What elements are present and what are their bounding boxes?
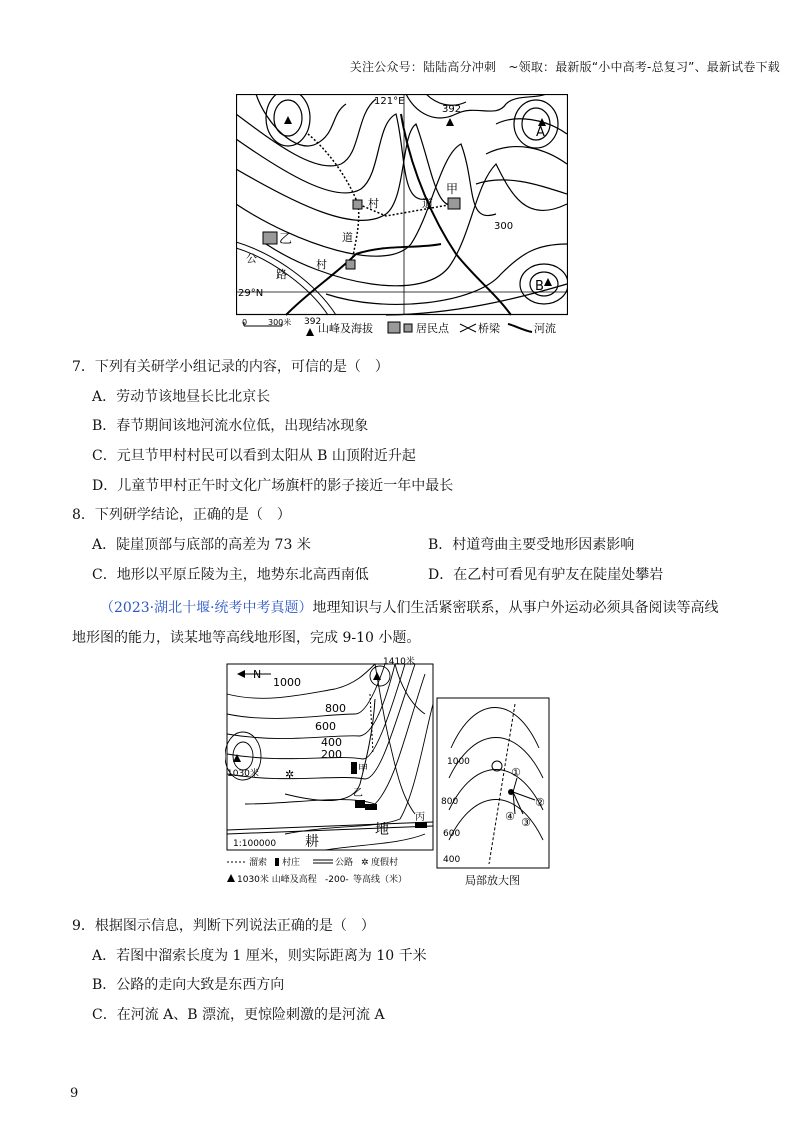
peak-1410-label: 1410米 (383, 657, 415, 667)
settlement-1-icon (353, 200, 362, 209)
legend-contour-sample: -200- (325, 875, 349, 885)
legend-river-icon (508, 324, 532, 332)
legend-resort: 度假村 (371, 858, 399, 868)
legend-scale-zero: 0 (242, 318, 248, 327)
legend-cable: 溜索 (249, 858, 268, 868)
q7-stem: 7．下列有关研学小组记录的内容，可信的是（ ） (72, 359, 389, 375)
q7-option-b[interactable]: B．春节期间该地河流水位低，出现结冰现象 (92, 418, 369, 434)
yi-label: 乙 (279, 232, 293, 247)
legend-settle-big-icon (388, 322, 400, 333)
scale-label: 1:100000 (233, 839, 277, 849)
page-header: 关注公众号：陆陆高分冲刺 ~领取：最新版“小中高考-总复习”、最新试卷下载 (349, 60, 780, 74)
q9-option-a[interactable]: A．若图中溜索长度为 1 厘米，则实际距离为 10 千米 (92, 948, 427, 964)
legend-peak: 1030米 山峰及高程 (237, 875, 317, 885)
inset-n1: ① (511, 766, 521, 779)
settlement-2-icon (346, 260, 355, 269)
village-yi2-icon (365, 804, 377, 810)
q9-stem: 9．根据图示信息，判断下列说法正确的是（ ） (72, 918, 375, 934)
contour-map-2 (225, 654, 555, 890)
settlement-yi-icon (263, 232, 277, 244)
legend-resort-icon: ✲ (361, 858, 369, 868)
gong-label: 公 (246, 252, 257, 265)
inset-400: 400 (443, 855, 461, 865)
legend-peak-icon (227, 874, 235, 882)
inset-n2: ② (535, 796, 545, 809)
q8-option-a[interactable]: A．陡崖顶部与底部的高差为 73 米 (92, 537, 311, 553)
cun2-label: 村 (316, 258, 327, 271)
legend-scale-dist: 300米 (268, 318, 292, 327)
legend-village: 村庄 (282, 858, 301, 868)
dao-label: 道 (422, 197, 433, 210)
lat-label: 29°N (238, 288, 264, 299)
legend-river-text: 河流 (534, 322, 556, 335)
legend-bridge-text: 桥梁 (478, 322, 500, 335)
q9-option-b[interactable]: B．公路的走向大致是东西方向 (92, 977, 285, 993)
q8-option-b[interactable]: B．村道弯曲主要受地形因素影响 (428, 537, 635, 553)
page-number: 9 (70, 1086, 79, 1101)
q7-option-a[interactable]: A．劳动节该地昼长比北京长 (92, 389, 271, 405)
legend-contour: 等高线（米） (353, 875, 408, 885)
legend-highway: 公路 (335, 858, 354, 868)
intro-text-1: 地理知识与人们生活紧密联系，从事户外运动必须具备阅读等高线 (312, 600, 719, 616)
inset-n3: ③ (521, 816, 531, 829)
q8-stem: 8．下列研学结论，正确的是（ ） (72, 507, 291, 523)
di-label: 地 (375, 822, 389, 838)
q7-option-d[interactable]: D．儿童节甲村正午时文化广场旗杆的影子接近一年中最长 (92, 478, 454, 494)
inset-1000: 1000 (447, 757, 470, 767)
jia-label: 甲 (446, 182, 459, 196)
intro-line-2: 地形图的能力，读某地等高线地形图，完成 9-10 小题。 (72, 630, 421, 646)
contour-map-1 (236, 94, 568, 338)
intro-line-1 (100, 598, 719, 618)
geng-label: 耕 (305, 834, 319, 850)
settlement-jia-icon (448, 198, 460, 209)
lon-label: 121°E (374, 96, 405, 107)
contour-600-label: 600 (315, 720, 336, 733)
contour-800-label: 800 (325, 702, 346, 715)
q8-option-d[interactable]: D．在乙村可看见有驴友在陡崖处攀岩 (428, 567, 664, 583)
legend-peak-num: 392 (304, 317, 322, 327)
inset-n4: ④ (505, 810, 515, 823)
inset-800: 800 (441, 797, 459, 807)
cun-label: 村 (368, 197, 379, 210)
legend-settle-text: 居民点 (416, 322, 449, 335)
q9-option-c[interactable]: C．在河流 A、B 漂流，更惊险刺激的是河流 A (92, 1007, 385, 1023)
village-yi-icon (355, 800, 365, 808)
resort-icon: ✲ (285, 768, 295, 781)
legend-peak-text: 山峰及海拔 (318, 322, 373, 335)
jia-label: 甲 (358, 764, 368, 775)
contour-1000-label: 1000 (273, 676, 301, 689)
contour-200-label: 200 (321, 748, 342, 761)
legend-peak-icon (306, 328, 314, 336)
question-source: （2023·湖北十堰·统考中考真题） (100, 600, 313, 616)
contour-300-label: 300 (494, 221, 514, 232)
legend-village-icon (275, 858, 279, 866)
dao2-label: 道 (342, 231, 353, 244)
legend-settle-small-icon (404, 324, 412, 332)
inset-600: 600 (443, 829, 461, 839)
village-jia-icon (351, 762, 357, 774)
peak-b-label: B (535, 279, 544, 294)
lu-label: 路 (276, 268, 287, 281)
peak-a-label: A (536, 125, 545, 140)
peak-1030-label: 1030米 (227, 769, 259, 779)
contour-400-label: 400 (321, 736, 342, 749)
q7-option-c[interactable]: C．元旦节甲村村民可以看到太阳从 B 山顶附近升起 (92, 448, 416, 464)
yi-label: 乙 (353, 788, 363, 799)
peak-392-label: 392 (442, 104, 462, 115)
inset-title: 局部放大图 (465, 874, 520, 887)
north-label: N (253, 668, 262, 681)
q8-option-c[interactable]: C．地形以平原丘陵为主，地势东北高西南低 (92, 567, 369, 583)
bing-label: 丙 (415, 812, 425, 823)
legend-bridge-icon (460, 324, 476, 332)
